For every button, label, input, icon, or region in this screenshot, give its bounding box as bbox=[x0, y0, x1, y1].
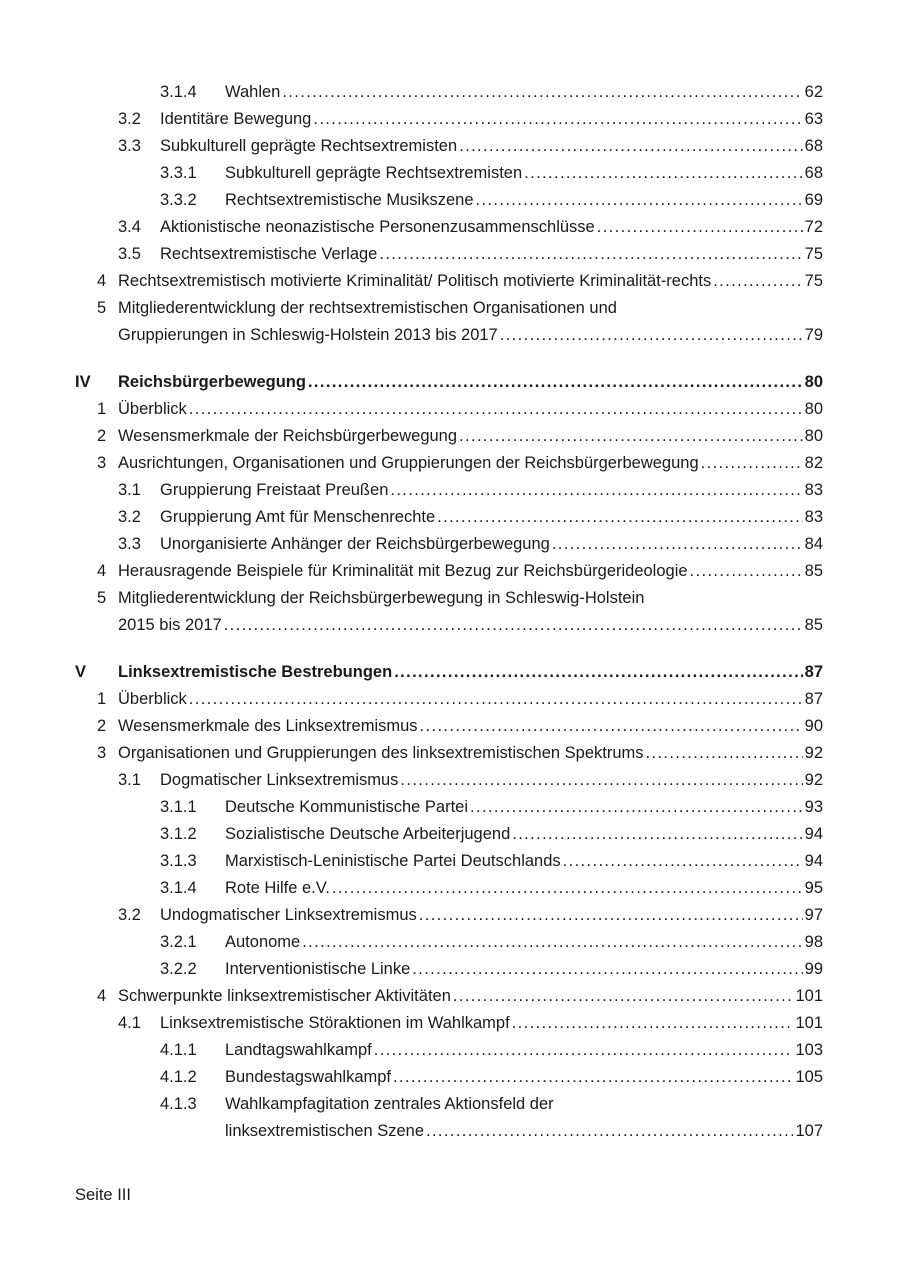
toc-entry-title: Rechtsextremistische Musikszene bbox=[225, 191, 474, 209]
toc-entry[interactable] bbox=[0, 134, 900, 161]
toc-entry[interactable] bbox=[0, 1119, 900, 1146]
toc-entry[interactable] bbox=[0, 687, 900, 714]
toc-entry-title: Marxistisch-Leninistische Partei Deutschlands bbox=[225, 852, 561, 870]
toc-entry-page: 68 bbox=[804, 164, 823, 182]
dot-leader bbox=[224, 616, 803, 635]
toc-entry-page: 87 bbox=[804, 690, 823, 708]
toc-entry[interactable] bbox=[0, 505, 900, 532]
toc-entry-title: Gruppierung Freistaat Preußen bbox=[160, 481, 389, 499]
toc-entry-number: 3.1.2 bbox=[160, 825, 197, 843]
toc-entry-title: Landtagswahlkampf bbox=[225, 1041, 372, 1059]
toc-entry-title: Subkulturell geprägte Rechtsextremisten bbox=[225, 164, 523, 182]
toc-entry-number: 3.3.1 bbox=[160, 164, 197, 182]
toc-entry[interactable] bbox=[0, 478, 900, 505]
toc-entry-number: 1 bbox=[97, 690, 107, 708]
toc-entry-page: 94 bbox=[804, 825, 823, 843]
toc-entry-title: Interventionistische Linke bbox=[225, 960, 411, 978]
toc-entry[interactable] bbox=[0, 822, 900, 849]
toc-entry-number: 4.1.3 bbox=[160, 1095, 197, 1113]
toc-entry-page: 101 bbox=[795, 1014, 823, 1032]
toc-entry-page: 83 bbox=[804, 508, 823, 526]
toc-entry-title: Wesensmerkmale der Reichsbürgerbewegung bbox=[118, 427, 458, 445]
dot-leader bbox=[500, 326, 803, 345]
toc-entry-title: Gruppierungen in Schleswig-Holstein 2013 bis 2017 bbox=[118, 326, 498, 344]
toc-entry-title: Gruppierung Amt für Menschenrechte bbox=[160, 508, 436, 526]
toc-entry-number: 3.2 bbox=[118, 110, 141, 128]
toc-entry-number: 3.4 bbox=[118, 218, 141, 236]
toc-entry-number: 3.3.2 bbox=[160, 191, 197, 209]
toc-entry[interactable] bbox=[0, 984, 900, 1011]
toc-entry-number: 4 bbox=[97, 987, 107, 1005]
toc-entry-number: 3 bbox=[97, 454, 107, 472]
toc-entry-number: 5 bbox=[97, 589, 107, 607]
toc-entry-number: 4 bbox=[97, 272, 107, 290]
toc-entry-page: 103 bbox=[795, 1041, 823, 1059]
toc-entry-number: IV bbox=[75, 373, 91, 391]
toc-entry-page: 85 bbox=[804, 616, 823, 634]
dot-leader bbox=[393, 1068, 793, 1087]
toc-entry-title: Identitäre Bewegung bbox=[160, 110, 312, 128]
toc-entry-title: linksextremistischen Szene bbox=[225, 1122, 424, 1140]
dot-leader bbox=[313, 110, 802, 129]
toc-entry-page: 105 bbox=[795, 1068, 823, 1086]
dot-leader bbox=[332, 879, 803, 898]
toc-entry-number: 3.2.1 bbox=[160, 933, 197, 951]
toc-entry[interactable] bbox=[0, 1092, 900, 1119]
toc-entry[interactable] bbox=[0, 741, 900, 768]
toc-entry-title: Mitgliederentwicklung der rechtsextremistischen Organisationen und bbox=[118, 299, 617, 317]
toc-entry[interactable] bbox=[0, 242, 900, 269]
toc-entry-number: 1 bbox=[97, 400, 107, 418]
toc-entry[interactable] bbox=[0, 930, 900, 957]
toc-entry-number: 3.5 bbox=[118, 245, 141, 263]
toc-entry-page: 93 bbox=[804, 798, 823, 816]
toc-entry-title: Schwerpunkte linksextremistischer Aktivitäten bbox=[118, 987, 451, 1005]
dot-leader bbox=[453, 987, 794, 1006]
toc-entry-page: 99 bbox=[804, 960, 823, 978]
toc-entry-page: 92 bbox=[804, 771, 823, 789]
toc-entry[interactable] bbox=[0, 269, 900, 296]
toc-entry-page: 98 bbox=[804, 933, 823, 951]
dot-leader bbox=[400, 771, 802, 790]
toc-entry-page: 90 bbox=[804, 717, 823, 735]
toc-entry-number: 2 bbox=[97, 717, 107, 735]
dot-leader bbox=[459, 137, 802, 156]
toc-entry-title: Linksextremistische Störaktionen im Wahlkampf bbox=[160, 1014, 510, 1032]
toc-entry[interactable] bbox=[0, 876, 900, 903]
toc-entry[interactable] bbox=[0, 215, 900, 242]
toc-entry-number: 3.1.1 bbox=[160, 798, 197, 816]
toc-entry[interactable] bbox=[0, 451, 900, 478]
toc-entry-title: Überblick bbox=[118, 400, 187, 418]
dot-leader bbox=[189, 400, 803, 419]
dot-leader bbox=[552, 535, 803, 554]
toc-entry-number: V bbox=[75, 663, 87, 681]
toc-entry-title: Rote Hilfe e.V. bbox=[225, 879, 330, 897]
toc-entry-number: 3.1 bbox=[118, 481, 141, 499]
toc-entry-title: 2015 bis 2017 bbox=[118, 616, 222, 634]
toc-entry[interactable] bbox=[0, 957, 900, 984]
toc-entry-title: Rechtsextremistisch motivierte Kriminalität/ Politisch motivierte Kriminalität-rechts bbox=[118, 272, 712, 290]
toc-entry[interactable] bbox=[0, 613, 900, 640]
toc-entry-page: 69 bbox=[804, 191, 823, 209]
toc-entry[interactable] bbox=[0, 586, 900, 613]
toc-entry-page: 87 bbox=[804, 663, 823, 681]
toc-entry-title: Wahlkampfagitation zentrales Aktionsfeld der bbox=[225, 1095, 554, 1113]
toc-entry-page: 84 bbox=[804, 535, 823, 553]
dot-leader bbox=[437, 508, 802, 527]
dot-leader bbox=[701, 454, 803, 473]
toc-entry-page: 63 bbox=[804, 110, 823, 128]
dot-leader bbox=[379, 245, 802, 264]
toc-entry-page: 79 bbox=[804, 326, 823, 344]
toc-entry-page: 82 bbox=[804, 454, 823, 472]
toc-entry[interactable] bbox=[0, 1038, 900, 1065]
dot-leader bbox=[308, 373, 803, 392]
toc-entry-title: Autonome bbox=[225, 933, 301, 951]
toc-entry-title: Undogmatischer Linksextremismus bbox=[160, 906, 417, 924]
dot-leader bbox=[282, 83, 802, 102]
dot-leader bbox=[646, 744, 803, 763]
toc-entry[interactable] bbox=[0, 370, 900, 397]
toc-entry-number: 3.3 bbox=[118, 137, 141, 155]
toc-entry[interactable] bbox=[0, 188, 900, 215]
toc-entry-number: 3 bbox=[97, 744, 107, 762]
toc-entry[interactable] bbox=[0, 714, 900, 741]
toc-entry-number: 5 bbox=[97, 299, 107, 317]
toc-entry[interactable] bbox=[0, 795, 900, 822]
toc-entry-page: 85 bbox=[804, 562, 823, 580]
toc-entry-page: 95 bbox=[804, 879, 823, 897]
toc-entry-number: 3.2.2 bbox=[160, 960, 197, 978]
toc-entry-title: Wahlen bbox=[225, 83, 281, 101]
dot-leader bbox=[597, 218, 803, 237]
toc-entry-number: 3.2 bbox=[118, 906, 141, 924]
toc-entry-title: Organisationen und Gruppierungen des linksextremistischen Spektrums bbox=[118, 744, 644, 762]
toc-entry-title: Sozialistische Deutsche Arbeiterjugend bbox=[225, 825, 511, 843]
toc-entry[interactable] bbox=[0, 323, 900, 350]
toc-entry[interactable] bbox=[0, 397, 900, 424]
toc-entry-page: 107 bbox=[795, 1122, 823, 1140]
toc-entry-number: 3.1.3 bbox=[160, 852, 197, 870]
toc-entry-page: 75 bbox=[804, 245, 823, 263]
toc-entry-title: Subkulturell geprägte Rechtsextremisten bbox=[160, 137, 458, 155]
toc-entry-page: 101 bbox=[795, 987, 823, 1005]
toc-entry-page: 92 bbox=[804, 744, 823, 762]
toc-entry-page: 68 bbox=[804, 137, 823, 155]
toc-entry-title: Bundestagswahlkampf bbox=[225, 1068, 392, 1086]
dot-leader bbox=[512, 825, 802, 844]
dot-leader bbox=[524, 164, 802, 183]
toc-entry[interactable] bbox=[0, 80, 900, 107]
toc-entry[interactable] bbox=[0, 296, 900, 323]
toc-entry-page: 80 bbox=[804, 400, 823, 418]
toc-entry-number: 3.1.4 bbox=[160, 879, 197, 897]
toc-entry-title: Reichsbürgerbewegung bbox=[118, 373, 306, 391]
toc-entry[interactable] bbox=[0, 107, 900, 134]
toc-entry[interactable] bbox=[0, 424, 900, 451]
toc-entry-title: Rechtsextremistische Verlage bbox=[160, 245, 378, 263]
toc-entry[interactable] bbox=[0, 849, 900, 876]
toc-entry-page: 75 bbox=[804, 272, 823, 290]
dot-leader bbox=[189, 690, 803, 709]
dot-leader bbox=[394, 663, 802, 682]
dot-leader bbox=[426, 1122, 793, 1141]
dot-leader bbox=[390, 481, 802, 500]
dot-leader bbox=[419, 906, 803, 925]
toc-entry-number: 4.1 bbox=[118, 1014, 141, 1032]
toc-entry[interactable] bbox=[0, 768, 900, 795]
toc-entry-number: 3.2 bbox=[118, 508, 141, 526]
toc-entry[interactable] bbox=[0, 660, 900, 687]
toc-entry-number: 4.1.1 bbox=[160, 1041, 197, 1059]
dot-leader bbox=[470, 798, 803, 817]
dot-leader bbox=[374, 1041, 794, 1060]
dot-leader bbox=[412, 960, 802, 979]
page-footer: Seite III bbox=[75, 1186, 131, 1204]
toc-entry[interactable] bbox=[0, 903, 900, 930]
toc-entry-page: 80 bbox=[804, 427, 823, 445]
toc-entry-page: 62 bbox=[804, 83, 823, 101]
toc-entry-page: 80 bbox=[804, 373, 823, 391]
toc-entry-number: 2 bbox=[97, 427, 107, 445]
toc-entry-page: 83 bbox=[804, 481, 823, 499]
dot-leader bbox=[476, 191, 803, 210]
dot-leader bbox=[302, 933, 802, 952]
toc-entry-page: 72 bbox=[804, 218, 823, 236]
toc-entry-title: Herausragende Beispiele für Kriminalität mit Bezug zur Reichsbürgerideologie bbox=[118, 562, 688, 580]
dot-leader bbox=[563, 852, 803, 871]
toc-entry-title: Dogmatischer Linksextremismus bbox=[160, 771, 399, 789]
toc-entry-title: Überblick bbox=[118, 690, 187, 708]
toc-entry-title: Ausrichtungen, Organisationen und Gruppierungen der Reichsbürgerbewegung bbox=[118, 454, 699, 472]
toc-entry-title: Wesensmerkmale des Linksextremismus bbox=[118, 717, 418, 735]
toc-entry[interactable] bbox=[0, 161, 900, 188]
table-of-contents bbox=[0, 80, 900, 1146]
toc-entry-title: Mitgliederentwicklung der Reichsbürgerbewegung in Schleswig-Holstein bbox=[118, 589, 645, 607]
toc-entry[interactable] bbox=[0, 559, 900, 586]
dot-leader bbox=[459, 427, 803, 446]
toc-entry-title: Deutsche Kommunistische Partei bbox=[225, 798, 469, 816]
dot-leader bbox=[420, 717, 803, 736]
toc-entry-title: Aktionistische neonazistische Personenzusammenschlüsse bbox=[160, 218, 595, 236]
dot-leader bbox=[512, 1014, 794, 1033]
toc-entry[interactable] bbox=[0, 532, 900, 559]
toc-entry-page: 94 bbox=[804, 852, 823, 870]
toc-entry-number: 3.1.4 bbox=[160, 83, 197, 101]
toc-entry-title: Linksextremistische Bestrebungen bbox=[118, 663, 393, 681]
toc-entry-title: Unorganisierte Anhänger der Reichsbürgerbewegung bbox=[160, 535, 550, 553]
dot-leader bbox=[690, 562, 803, 581]
toc-entry-number: 3.1 bbox=[118, 771, 141, 789]
toc-entry-page: 97 bbox=[804, 906, 823, 924]
toc-entry[interactable] bbox=[0, 1011, 900, 1038]
toc-entry-number: 4 bbox=[97, 562, 107, 580]
toc-entry-number: 3.3 bbox=[118, 535, 141, 553]
dot-leader bbox=[713, 272, 802, 291]
toc-entry[interactable] bbox=[0, 1065, 900, 1092]
toc-entry-number: 4.1.2 bbox=[160, 1068, 197, 1086]
